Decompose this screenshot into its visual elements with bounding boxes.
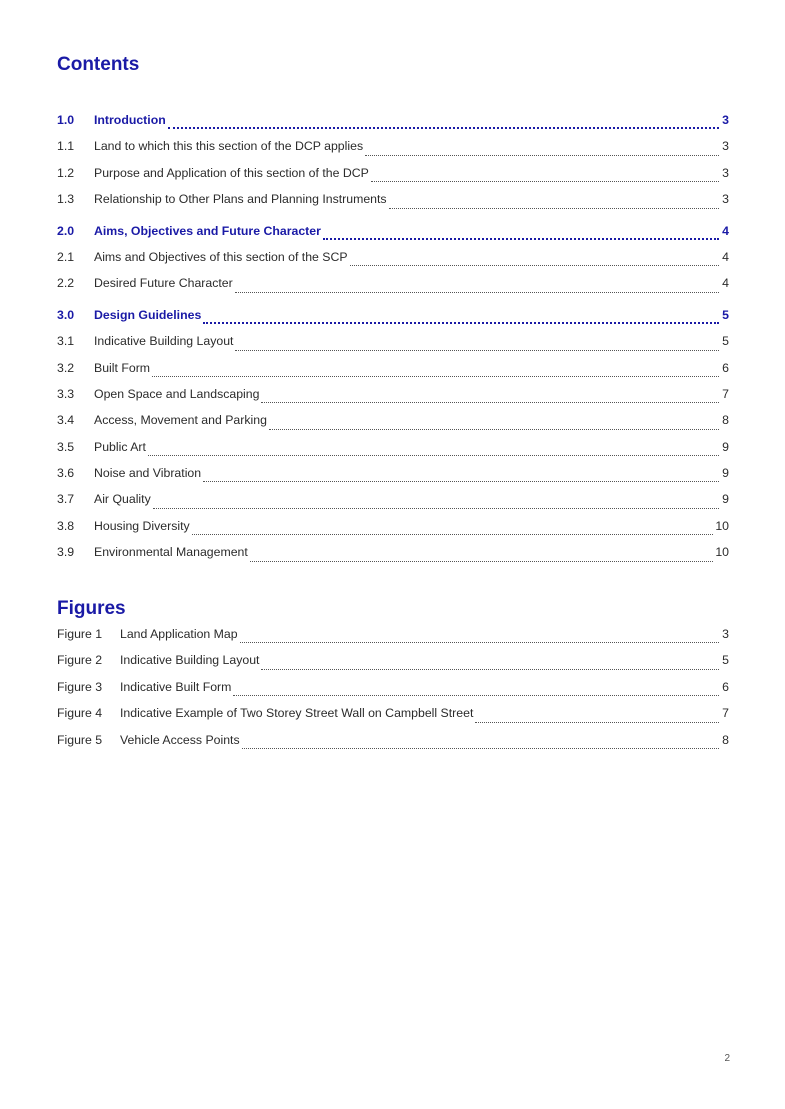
entry-title: Built Form xyxy=(94,360,151,375)
entry-number: Figure 2 xyxy=(57,653,103,668)
entry-number: 3.5 xyxy=(57,439,75,454)
dot-leader xyxy=(235,292,719,293)
figures-heading: Figures xyxy=(57,598,126,619)
entry-page-number: 4 xyxy=(722,223,729,238)
entry-number: 3.9 xyxy=(57,545,75,560)
table-of-contents xyxy=(57,113,729,572)
entry-title: Indicative Building Layout xyxy=(94,334,234,349)
toc-entry[interactable] xyxy=(57,387,729,413)
entry-title: Housing Diversity xyxy=(94,518,190,533)
figure-entry[interactable] xyxy=(57,706,729,732)
entry-number: 2.2 xyxy=(57,276,75,291)
entry-page-number: 3 xyxy=(722,627,729,641)
dot-leader xyxy=(365,155,719,156)
entry-page-number: 8 xyxy=(722,732,729,747)
dot-leader xyxy=(269,429,719,430)
entry-page-number: 3 xyxy=(722,165,729,180)
entry-page-number: 4 xyxy=(722,276,729,291)
entry-page-number: 3 xyxy=(722,139,729,154)
entry-page-number: 6 xyxy=(722,679,729,694)
entry-page-number: 3 xyxy=(722,113,729,127)
toc-entry[interactable] xyxy=(57,545,729,571)
dot-leader xyxy=(350,265,719,266)
entry-number: 3.8 xyxy=(57,518,75,533)
dot-leader xyxy=(242,748,719,749)
entry-number: 3.7 xyxy=(57,492,75,507)
figure-entry[interactable] xyxy=(57,680,729,706)
entry-title: Desired Future Character xyxy=(94,276,233,291)
figure-entry[interactable] xyxy=(57,653,729,679)
entry-title: Environmental Management xyxy=(94,545,248,560)
entry-page-number: 9 xyxy=(722,439,729,454)
entry-page-number: 9 xyxy=(722,466,729,481)
contents-heading: Contents xyxy=(57,54,140,75)
figure-entry[interactable] xyxy=(57,627,729,653)
entry-title: Purpose and Application of this section of the DCP xyxy=(94,165,369,180)
entry-page-number: 7 xyxy=(722,706,729,721)
entry-page-number: 5 xyxy=(722,334,729,349)
entry-title: Land Application Map xyxy=(120,627,238,641)
entry-title: Open Space and Landscaping xyxy=(94,386,260,401)
entry-page-number: 9 xyxy=(722,492,729,507)
entry-page-number: 4 xyxy=(722,249,729,264)
entry-number: 3.1 xyxy=(57,334,75,349)
entry-number: 2.1 xyxy=(57,249,75,264)
toc-entry[interactable] xyxy=(57,308,729,334)
dot-leader xyxy=(148,455,719,456)
entry-number: 3.4 xyxy=(57,413,75,428)
toc-entry[interactable] xyxy=(57,413,729,439)
entry-page-number: 5 xyxy=(722,653,729,668)
page-number: 2 xyxy=(724,1053,730,1064)
dot-leader xyxy=(323,238,719,240)
entry-page-number: 6 xyxy=(722,360,729,375)
toc-entry[interactable] xyxy=(57,334,729,360)
dot-leader xyxy=(389,208,719,209)
entry-title: Indicative Built Form xyxy=(120,679,232,694)
entry-title: Indicative Example of Two Storey Street Wall on Campbell Street xyxy=(120,706,474,721)
entry-page-number: 10 xyxy=(715,545,729,560)
entry-page-number: 8 xyxy=(722,413,729,428)
dot-leader xyxy=(261,669,719,670)
toc-entry[interactable] xyxy=(57,250,729,276)
dot-leader xyxy=(233,695,719,696)
entry-page-number: 7 xyxy=(722,386,729,401)
entry-title: Access, Movement and Parking xyxy=(94,413,267,428)
entry-number: 3.2 xyxy=(57,360,75,375)
toc-entry[interactable] xyxy=(57,466,729,492)
list-of-figures xyxy=(57,627,729,759)
dot-leader xyxy=(240,642,719,643)
toc-entry[interactable] xyxy=(57,440,729,466)
toc-entry[interactable] xyxy=(57,113,729,139)
dot-leader xyxy=(235,350,719,351)
entry-number: 1.2 xyxy=(57,165,75,180)
dot-leader xyxy=(192,534,714,535)
dot-leader xyxy=(153,508,719,509)
entry-title: Relationship to Other Plans and Planning Instruments xyxy=(94,192,387,207)
entry-number: Figure 3 xyxy=(57,679,103,694)
entry-title: Aims, Objectives and Future Character xyxy=(94,223,321,238)
dot-leader xyxy=(203,322,719,324)
entry-number: Figure 1 xyxy=(57,627,103,641)
entry-number: 2.0 xyxy=(57,223,75,238)
dot-leader xyxy=(168,127,719,129)
entry-number: 1.0 xyxy=(57,113,75,127)
entry-number: Figure 4 xyxy=(57,706,103,721)
entry-title: Aims and Objectives of this section of the SCP xyxy=(94,249,348,264)
toc-entry[interactable] xyxy=(57,166,729,192)
toc-entry[interactable] xyxy=(57,139,729,165)
toc-entry[interactable] xyxy=(57,361,729,387)
toc-entry[interactable] xyxy=(57,276,729,302)
entry-page-number: 3 xyxy=(722,192,729,207)
entry-number: 1.1 xyxy=(57,139,75,154)
entry-title: Design Guidelines xyxy=(94,307,202,322)
dot-leader xyxy=(261,402,719,403)
entry-number: 3.6 xyxy=(57,466,75,481)
entry-number: Figure 5 xyxy=(57,732,103,747)
dot-leader xyxy=(371,181,719,182)
entry-title: Indicative Building Layout xyxy=(120,653,260,668)
entry-number: 3.3 xyxy=(57,386,75,401)
figure-entry[interactable] xyxy=(57,733,729,759)
dot-leader xyxy=(250,561,714,562)
entry-page-number: 10 xyxy=(715,518,729,533)
dot-leader xyxy=(475,722,719,723)
entry-title: Public Art xyxy=(94,439,146,454)
entry-number: 1.3 xyxy=(57,192,75,207)
entry-title: Introduction xyxy=(94,113,166,127)
toc-entry[interactable] xyxy=(57,519,729,545)
toc-entry[interactable] xyxy=(57,224,729,250)
entry-title: Vehicle Access Points xyxy=(120,732,240,747)
entry-number: 3.0 xyxy=(57,307,75,322)
entry-title: Noise and Vibration xyxy=(94,466,202,481)
dot-leader xyxy=(152,376,719,377)
entry-title: Land to which this this section of the DCP applies xyxy=(94,139,364,154)
toc-entry[interactable] xyxy=(57,492,729,518)
toc-entry[interactable] xyxy=(57,192,729,218)
dot-leader xyxy=(203,481,719,482)
entry-title: Air Quality xyxy=(94,492,151,507)
entry-page-number: 5 xyxy=(722,307,729,322)
